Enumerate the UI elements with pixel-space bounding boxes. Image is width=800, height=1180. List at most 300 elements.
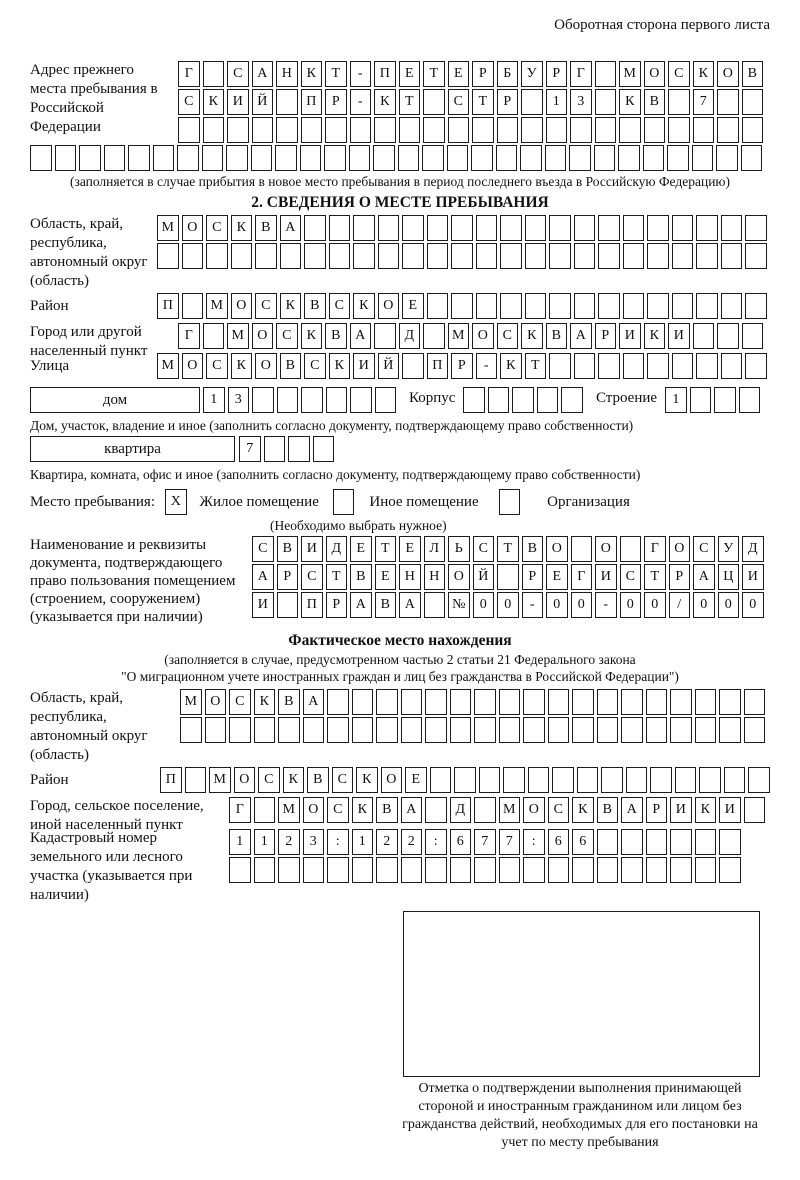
char-box[interactable]: Е bbox=[402, 293, 424, 319]
char-box[interactable] bbox=[695, 717, 717, 743]
char-box[interactable]: М bbox=[157, 215, 179, 241]
char-box[interactable]: С bbox=[332, 767, 354, 793]
char-box[interactable]: А bbox=[350, 592, 372, 618]
char-box[interactable]: 1 bbox=[254, 829, 276, 855]
char-box[interactable]: 0 bbox=[497, 592, 519, 618]
char-box[interactable]: К bbox=[203, 89, 225, 115]
char-box[interactable] bbox=[55, 145, 77, 171]
char-box[interactable]: О bbox=[182, 353, 204, 379]
char-box[interactable]: О bbox=[717, 61, 739, 87]
char-box[interactable] bbox=[719, 829, 741, 855]
char-box[interactable]: Г bbox=[644, 536, 666, 562]
char-box[interactable] bbox=[427, 215, 449, 241]
char-box[interactable] bbox=[476, 215, 498, 241]
char-box[interactable]: 6 bbox=[450, 829, 472, 855]
char-box[interactable]: С bbox=[548, 797, 570, 823]
char-box[interactable]: К bbox=[500, 353, 522, 379]
char-box[interactable]: А bbox=[693, 564, 715, 590]
char-box[interactable] bbox=[721, 215, 743, 241]
char-box[interactable]: Н bbox=[424, 564, 446, 590]
char-box[interactable] bbox=[326, 387, 348, 413]
char-box[interactable]: А bbox=[252, 564, 274, 590]
char-box[interactable] bbox=[374, 323, 396, 349]
char-box[interactable] bbox=[479, 767, 501, 793]
char-box[interactable] bbox=[202, 145, 224, 171]
char-box[interactable]: П bbox=[374, 61, 396, 87]
char-box[interactable]: А bbox=[280, 215, 302, 241]
char-box[interactable]: О bbox=[378, 293, 400, 319]
char-box[interactable] bbox=[672, 243, 694, 269]
char-box[interactable]: Р bbox=[472, 61, 494, 87]
char-box[interactable] bbox=[546, 117, 568, 143]
char-box[interactable] bbox=[280, 243, 302, 269]
char-box[interactable]: В bbox=[742, 61, 764, 87]
char-box[interactable] bbox=[742, 323, 764, 349]
char-box[interactable]: С bbox=[304, 353, 326, 379]
char-box[interactable] bbox=[352, 689, 374, 715]
char-box[interactable] bbox=[619, 117, 641, 143]
char-box[interactable]: К bbox=[231, 353, 253, 379]
char-box[interactable] bbox=[275, 145, 297, 171]
char-box[interactable] bbox=[721, 243, 743, 269]
char-box[interactable] bbox=[696, 353, 718, 379]
char-box[interactable]: С bbox=[327, 797, 349, 823]
char-box[interactable] bbox=[349, 145, 371, 171]
char-box[interactable] bbox=[574, 243, 596, 269]
char-box[interactable] bbox=[451, 215, 473, 241]
char-box[interactable] bbox=[744, 689, 766, 715]
char-box[interactable]: К bbox=[521, 323, 543, 349]
char-box[interactable]: Р bbox=[646, 797, 668, 823]
char-box[interactable]: С bbox=[620, 564, 642, 590]
char-box[interactable]: С bbox=[329, 293, 351, 319]
char-box[interactable] bbox=[401, 717, 423, 743]
char-box[interactable] bbox=[623, 353, 645, 379]
char-box[interactable] bbox=[185, 767, 207, 793]
char-box[interactable] bbox=[373, 145, 395, 171]
stay-option-organization-checkbox[interactable] bbox=[499, 489, 521, 515]
char-box[interactable] bbox=[301, 117, 323, 143]
char-box[interactable]: 6 bbox=[572, 829, 594, 855]
char-box[interactable] bbox=[525, 293, 547, 319]
char-box[interactable] bbox=[450, 689, 472, 715]
char-box[interactable] bbox=[643, 145, 665, 171]
char-box[interactable] bbox=[227, 117, 249, 143]
char-box[interactable]: М bbox=[499, 797, 521, 823]
char-box[interactable] bbox=[447, 145, 469, 171]
char-box[interactable]: М bbox=[180, 689, 202, 715]
char-box[interactable] bbox=[301, 387, 323, 413]
char-box[interactable]: 1 bbox=[229, 829, 251, 855]
char-box[interactable] bbox=[350, 387, 372, 413]
char-box[interactable] bbox=[745, 215, 767, 241]
char-box[interactable] bbox=[647, 353, 669, 379]
char-box[interactable]: - bbox=[522, 592, 544, 618]
char-box[interactable]: 1 bbox=[352, 829, 374, 855]
char-box[interactable]: 1 bbox=[546, 89, 568, 115]
char-box[interactable] bbox=[497, 117, 519, 143]
char-box[interactable] bbox=[745, 293, 767, 319]
char-box[interactable] bbox=[528, 767, 550, 793]
char-box[interactable]: Д bbox=[399, 323, 421, 349]
char-box[interactable]: Д bbox=[326, 536, 348, 562]
char-box[interactable] bbox=[748, 767, 770, 793]
char-box[interactable]: 2 bbox=[376, 829, 398, 855]
char-box[interactable] bbox=[695, 857, 717, 883]
char-box[interactable] bbox=[255, 243, 277, 269]
char-box[interactable] bbox=[668, 117, 690, 143]
char-box[interactable]: И bbox=[595, 564, 617, 590]
char-box[interactable]: Е bbox=[375, 564, 397, 590]
char-box[interactable]: А bbox=[621, 797, 643, 823]
char-box[interactable] bbox=[696, 243, 718, 269]
char-box[interactable]: Т bbox=[326, 564, 348, 590]
char-box[interactable] bbox=[398, 145, 420, 171]
char-box[interactable] bbox=[523, 857, 545, 883]
char-box[interactable] bbox=[231, 243, 253, 269]
char-box[interactable]: К bbox=[301, 323, 323, 349]
char-box[interactable]: В bbox=[325, 323, 347, 349]
char-box[interactable] bbox=[374, 117, 396, 143]
char-box[interactable] bbox=[327, 689, 349, 715]
char-box[interactable] bbox=[450, 717, 472, 743]
char-box[interactable] bbox=[304, 243, 326, 269]
char-box[interactable]: Т bbox=[472, 89, 494, 115]
char-box[interactable]: И bbox=[719, 797, 741, 823]
char-box[interactable] bbox=[719, 689, 741, 715]
char-box[interactable]: 0 bbox=[571, 592, 593, 618]
char-box[interactable] bbox=[277, 387, 299, 413]
char-box[interactable] bbox=[157, 243, 179, 269]
char-box[interactable] bbox=[572, 689, 594, 715]
char-box[interactable]: А bbox=[399, 592, 421, 618]
char-box[interactable] bbox=[572, 857, 594, 883]
char-box[interactable] bbox=[623, 293, 645, 319]
char-box[interactable] bbox=[670, 689, 692, 715]
char-box[interactable] bbox=[353, 215, 375, 241]
char-box[interactable] bbox=[79, 145, 101, 171]
char-box[interactable]: О bbox=[234, 767, 256, 793]
char-box[interactable]: Т bbox=[375, 536, 397, 562]
char-box[interactable] bbox=[325, 117, 347, 143]
char-box[interactable]: - bbox=[350, 61, 372, 87]
char-box[interactable] bbox=[178, 117, 200, 143]
char-box[interactable] bbox=[545, 145, 567, 171]
char-box[interactable]: Д bbox=[450, 797, 472, 823]
char-box[interactable]: 3 bbox=[228, 387, 250, 413]
char-box[interactable]: Р bbox=[325, 89, 347, 115]
char-box[interactable] bbox=[450, 857, 472, 883]
char-box[interactable]: С bbox=[473, 536, 495, 562]
char-box[interactable]: Н bbox=[276, 61, 298, 87]
char-box[interactable] bbox=[329, 215, 351, 241]
char-box[interactable] bbox=[647, 293, 669, 319]
stay-option-other-checkbox[interactable] bbox=[333, 489, 355, 515]
char-box[interactable] bbox=[422, 145, 444, 171]
char-box[interactable] bbox=[742, 117, 764, 143]
char-box[interactable]: О bbox=[252, 323, 274, 349]
char-box[interactable]: С bbox=[448, 89, 470, 115]
char-box[interactable] bbox=[570, 117, 592, 143]
char-box[interactable] bbox=[474, 857, 496, 883]
char-box[interactable]: А bbox=[303, 689, 325, 715]
char-box[interactable] bbox=[278, 857, 300, 883]
char-box[interactable]: К bbox=[280, 293, 302, 319]
char-box[interactable] bbox=[695, 829, 717, 855]
char-box[interactable] bbox=[30, 145, 52, 171]
char-box[interactable] bbox=[595, 89, 617, 115]
char-box[interactable]: 1 bbox=[203, 387, 225, 413]
char-box[interactable]: К bbox=[572, 797, 594, 823]
char-box[interactable] bbox=[618, 145, 640, 171]
char-box[interactable]: О bbox=[546, 536, 568, 562]
char-box[interactable]: С bbox=[693, 536, 715, 562]
char-box[interactable] bbox=[675, 767, 697, 793]
char-box[interactable]: В bbox=[255, 215, 277, 241]
char-box[interactable]: И bbox=[670, 797, 692, 823]
char-box[interactable]: В bbox=[546, 323, 568, 349]
char-box[interactable] bbox=[598, 353, 620, 379]
char-box[interactable] bbox=[402, 243, 424, 269]
char-box[interactable] bbox=[597, 717, 619, 743]
char-box[interactable] bbox=[670, 857, 692, 883]
char-box[interactable] bbox=[719, 857, 741, 883]
char-box[interactable] bbox=[499, 857, 521, 883]
char-box[interactable]: О bbox=[381, 767, 403, 793]
char-box[interactable] bbox=[717, 89, 739, 115]
char-box[interactable] bbox=[451, 243, 473, 269]
char-box[interactable] bbox=[646, 689, 668, 715]
char-box[interactable] bbox=[525, 243, 547, 269]
char-box[interactable] bbox=[646, 829, 668, 855]
char-box[interactable]: К bbox=[619, 89, 641, 115]
stay-option-residential-checkbox[interactable]: X bbox=[165, 489, 187, 515]
char-box[interactable] bbox=[300, 145, 322, 171]
char-box[interactable]: У bbox=[521, 61, 543, 87]
char-box[interactable]: С bbox=[258, 767, 280, 793]
char-box[interactable] bbox=[425, 797, 447, 823]
char-box[interactable]: Е bbox=[405, 767, 427, 793]
char-box[interactable]: 0 bbox=[620, 592, 642, 618]
char-box[interactable]: В bbox=[376, 797, 398, 823]
char-box[interactable]: А bbox=[252, 61, 274, 87]
char-box[interactable] bbox=[399, 117, 421, 143]
char-box[interactable] bbox=[423, 323, 445, 349]
char-box[interactable]: М bbox=[157, 353, 179, 379]
char-box[interactable] bbox=[254, 717, 276, 743]
char-box[interactable] bbox=[549, 353, 571, 379]
char-box[interactable] bbox=[621, 717, 643, 743]
char-box[interactable] bbox=[594, 145, 616, 171]
char-box[interactable] bbox=[745, 243, 767, 269]
char-box[interactable]: С bbox=[668, 61, 690, 87]
char-box[interactable] bbox=[500, 243, 522, 269]
char-box[interactable] bbox=[448, 117, 470, 143]
char-box[interactable]: В bbox=[307, 767, 329, 793]
char-box[interactable]: : bbox=[327, 829, 349, 855]
char-box[interactable] bbox=[595, 117, 617, 143]
char-box[interactable] bbox=[424, 592, 446, 618]
char-box[interactable] bbox=[376, 689, 398, 715]
char-box[interactable] bbox=[667, 145, 689, 171]
char-box[interactable] bbox=[724, 767, 746, 793]
char-box[interactable] bbox=[277, 592, 299, 618]
char-box[interactable]: Т bbox=[644, 564, 666, 590]
char-box[interactable] bbox=[254, 857, 276, 883]
char-box[interactable]: 7 bbox=[499, 829, 521, 855]
char-box[interactable]: К bbox=[353, 293, 375, 319]
char-box[interactable] bbox=[353, 243, 375, 269]
char-box[interactable]: О bbox=[448, 564, 470, 590]
char-box[interactable] bbox=[402, 215, 424, 241]
char-box[interactable] bbox=[523, 689, 545, 715]
char-box[interactable] bbox=[303, 857, 325, 883]
char-box[interactable] bbox=[714, 387, 736, 413]
char-box[interactable]: В bbox=[350, 564, 372, 590]
char-box[interactable] bbox=[521, 89, 543, 115]
char-box[interactable]: Р bbox=[669, 564, 691, 590]
char-box[interactable]: С bbox=[227, 61, 249, 87]
char-box[interactable] bbox=[571, 536, 593, 562]
char-box[interactable] bbox=[276, 117, 298, 143]
char-box[interactable]: : bbox=[425, 829, 447, 855]
char-box[interactable] bbox=[304, 215, 326, 241]
char-box[interactable] bbox=[739, 387, 761, 413]
char-box[interactable] bbox=[430, 767, 452, 793]
char-box[interactable]: С bbox=[229, 689, 251, 715]
char-box[interactable]: П bbox=[157, 293, 179, 319]
char-box[interactable] bbox=[423, 89, 445, 115]
char-box[interactable] bbox=[203, 323, 225, 349]
char-box[interactable]: Т bbox=[497, 536, 519, 562]
char-box[interactable] bbox=[690, 387, 712, 413]
char-box[interactable] bbox=[278, 717, 300, 743]
char-box[interactable]: - bbox=[595, 592, 617, 618]
char-box[interactable]: О bbox=[644, 61, 666, 87]
char-box[interactable] bbox=[717, 117, 739, 143]
char-box[interactable] bbox=[595, 61, 617, 87]
char-box[interactable]: В bbox=[644, 89, 666, 115]
char-box[interactable]: : bbox=[523, 829, 545, 855]
char-box[interactable] bbox=[695, 689, 717, 715]
char-box[interactable] bbox=[572, 717, 594, 743]
char-box[interactable] bbox=[427, 243, 449, 269]
char-box[interactable]: 0 bbox=[546, 592, 568, 618]
char-box[interactable]: К bbox=[695, 797, 717, 823]
char-box[interactable] bbox=[548, 717, 570, 743]
char-box[interactable] bbox=[375, 387, 397, 413]
char-box[interactable] bbox=[549, 293, 571, 319]
char-box[interactable] bbox=[324, 145, 346, 171]
char-box[interactable] bbox=[352, 717, 374, 743]
char-box[interactable] bbox=[623, 243, 645, 269]
char-box[interactable] bbox=[499, 689, 521, 715]
char-box[interactable] bbox=[378, 243, 400, 269]
char-box[interactable] bbox=[251, 145, 273, 171]
char-box[interactable]: 3 bbox=[303, 829, 325, 855]
char-box[interactable]: Л bbox=[424, 536, 446, 562]
char-box[interactable] bbox=[378, 215, 400, 241]
char-box[interactable] bbox=[451, 293, 473, 319]
char-box[interactable]: М bbox=[209, 767, 231, 793]
char-box[interactable] bbox=[745, 353, 767, 379]
char-box[interactable]: 2 bbox=[278, 829, 300, 855]
char-box[interactable] bbox=[203, 117, 225, 143]
char-box[interactable]: Г bbox=[178, 61, 200, 87]
char-box[interactable] bbox=[252, 387, 274, 413]
char-box[interactable]: С bbox=[252, 536, 274, 562]
char-box[interactable] bbox=[497, 564, 519, 590]
char-box[interactable]: С bbox=[276, 323, 298, 349]
char-box[interactable] bbox=[717, 323, 739, 349]
char-box[interactable]: С bbox=[178, 89, 200, 115]
char-box[interactable]: 0 bbox=[742, 592, 764, 618]
char-box[interactable]: Е bbox=[448, 61, 470, 87]
char-box[interactable] bbox=[474, 689, 496, 715]
char-box[interactable] bbox=[177, 145, 199, 171]
char-box[interactable]: В bbox=[522, 536, 544, 562]
char-box[interactable]: О bbox=[523, 797, 545, 823]
char-box[interactable]: В bbox=[280, 353, 302, 379]
char-box[interactable] bbox=[303, 717, 325, 743]
char-box[interactable] bbox=[476, 293, 498, 319]
char-box[interactable] bbox=[401, 689, 423, 715]
char-box[interactable] bbox=[549, 215, 571, 241]
char-box[interactable] bbox=[621, 857, 643, 883]
char-box[interactable] bbox=[744, 717, 766, 743]
char-box[interactable]: Т bbox=[525, 353, 547, 379]
char-box[interactable]: Ц bbox=[718, 564, 740, 590]
char-box[interactable]: К bbox=[301, 61, 323, 87]
char-box[interactable] bbox=[180, 717, 202, 743]
char-box[interactable] bbox=[423, 117, 445, 143]
char-box[interactable] bbox=[229, 857, 251, 883]
char-box[interactable]: Т bbox=[423, 61, 445, 87]
char-box[interactable]: С bbox=[301, 564, 323, 590]
char-box[interactable]: 7 bbox=[693, 89, 715, 115]
char-box[interactable]: О bbox=[255, 353, 277, 379]
char-box[interactable]: И bbox=[252, 592, 274, 618]
char-box[interactable]: О bbox=[303, 797, 325, 823]
char-box[interactable]: И bbox=[353, 353, 375, 379]
char-box[interactable] bbox=[500, 293, 522, 319]
char-box[interactable]: О bbox=[231, 293, 253, 319]
char-box[interactable] bbox=[670, 829, 692, 855]
char-box[interactable]: 3 bbox=[570, 89, 592, 115]
char-box[interactable]: Т bbox=[399, 89, 421, 115]
char-box[interactable] bbox=[552, 767, 574, 793]
char-box[interactable] bbox=[425, 717, 447, 743]
char-box[interactable]: М bbox=[278, 797, 300, 823]
char-box[interactable]: 0 bbox=[644, 592, 666, 618]
char-box[interactable] bbox=[721, 353, 743, 379]
char-box[interactable] bbox=[548, 857, 570, 883]
char-box[interactable] bbox=[574, 353, 596, 379]
char-box[interactable] bbox=[696, 215, 718, 241]
char-box[interactable] bbox=[474, 717, 496, 743]
char-box[interactable]: 7 bbox=[474, 829, 496, 855]
char-box[interactable]: К bbox=[352, 797, 374, 823]
char-box[interactable] bbox=[525, 215, 547, 241]
char-box[interactable]: Й bbox=[378, 353, 400, 379]
char-box[interactable]: Н bbox=[399, 564, 421, 590]
char-box[interactable] bbox=[696, 293, 718, 319]
char-box[interactable]: Й bbox=[252, 89, 274, 115]
char-box[interactable] bbox=[474, 797, 496, 823]
char-box[interactable]: М bbox=[227, 323, 249, 349]
char-box[interactable] bbox=[182, 243, 204, 269]
char-box[interactable]: 1 bbox=[665, 387, 687, 413]
